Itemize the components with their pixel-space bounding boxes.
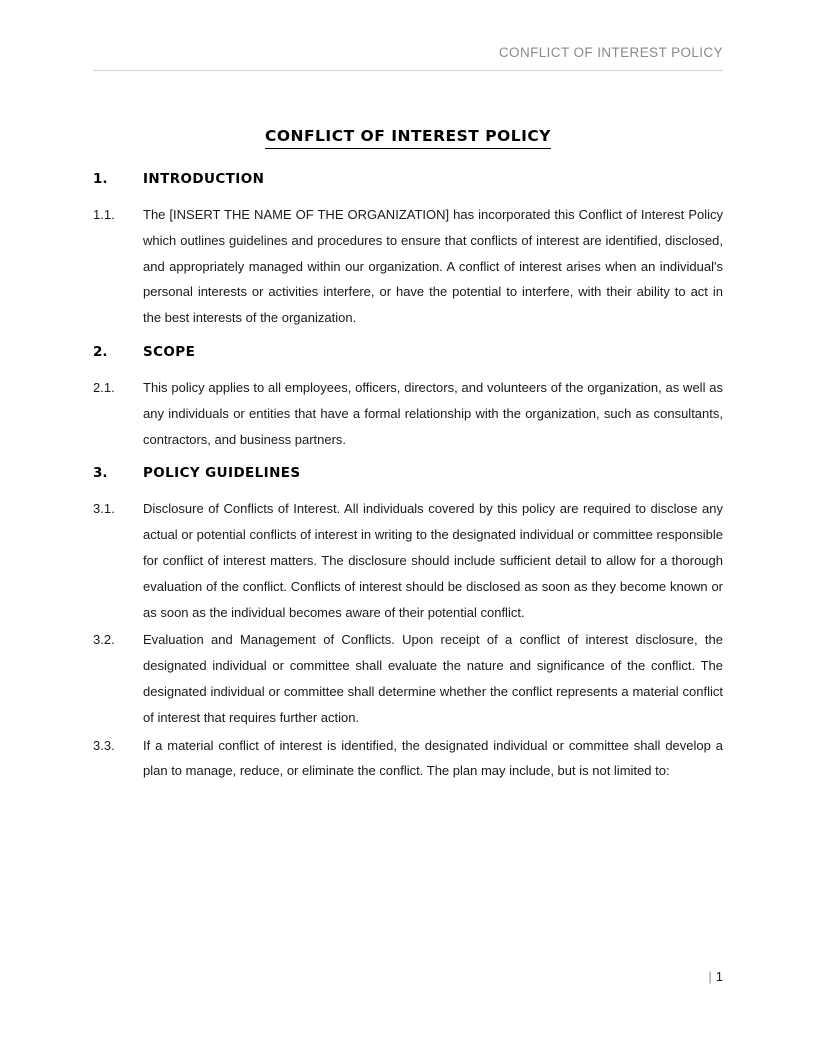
clause-3-1 — [93, 496, 723, 625]
section-label: INTRODUCTION — [143, 171, 265, 187]
section-number: 2. — [93, 343, 108, 360]
section-heading-scope — [93, 341, 723, 363]
clause-3-2 — [93, 627, 723, 730]
clause-number: 3.2. — [93, 632, 115, 648]
clause-number: 1.1. — [93, 207, 115, 222]
page-number: 1 — [715, 969, 723, 984]
clause-3-3 — [93, 733, 723, 785]
section-number: 3. — [93, 465, 108, 482]
section-heading-policy-guidelines — [93, 462, 723, 484]
clause-text: Evaluation and Management of Conflicts. Upon receipt of a conflict of interest disclosure, the designated individual or committee shall evaluate the nature and significance of the conflict. The designated individual or committee shall determine whether the conflict represents a material conflict of interest that requires further action. — [143, 632, 723, 725]
document-footer — [93, 968, 723, 986]
document-title-container — [93, 126, 723, 149]
clause-2-1 — [93, 375, 723, 452]
header-divider-rule — [93, 70, 723, 71]
clause-1-1 — [93, 202, 723, 331]
clause-text: This policy applies to all employees, officers, directors, and volunteers of the organization, as well as any individuals or entities that have a formal relationship with the organization, such as consultants, contractors, and business partners. — [143, 379, 723, 447]
clause-text: Disclosure of Conflicts of Interest. All individuals covered by this policy are required to disclose any actual or potential conflicts of interest in writing to the designated individual or committee responsible for conflict of interest matters. The disclosure should include sufficient detail to allow for a thorough evaluation of the conflict. Conflicts of interest should be disclosed as soon as they become known or as soon as the individual becomes aware of their potential conflict. — [143, 501, 723, 620]
section-label: POLICY GUIDELINES — [143, 465, 301, 482]
section-label: SCOPE — [143, 343, 196, 360]
footer-separator: | — [708, 969, 712, 984]
clause-text: If a material conflict of interest is identified, the designated individual or committee shall develop a plan to manage, reduce, or eliminate the conflict. The plan may include, but is not limited to: — [143, 737, 723, 779]
running-header-title: CONFLICT OF INTEREST POLICY — [498, 45, 723, 60]
clause-text: The [INSERT THE NAME OF THE ORGANIZATION] has incorporated this Conflict of Interest Policy which outlines guidelines and procedures to ensure that conflicts of interest are identified, disclosed, and appropriately managed within our organization. A conflict of interest arises when an individual's personal interests or activities interfere, or have the potential to interfere, with their ability to act in the best interests of the organization. — [143, 207, 723, 326]
document-running-header — [93, 44, 723, 62]
clause-number: 2.1. — [93, 379, 115, 395]
clause-number: 3.3. — [93, 737, 115, 753]
page-title: CONFLICT OF INTEREST POLICY — [265, 126, 551, 149]
section-number: 1. — [93, 171, 108, 187]
section-heading-introduction — [93, 168, 723, 190]
clause-number: 3.1. — [93, 501, 115, 517]
document-body — [93, 168, 723, 786]
